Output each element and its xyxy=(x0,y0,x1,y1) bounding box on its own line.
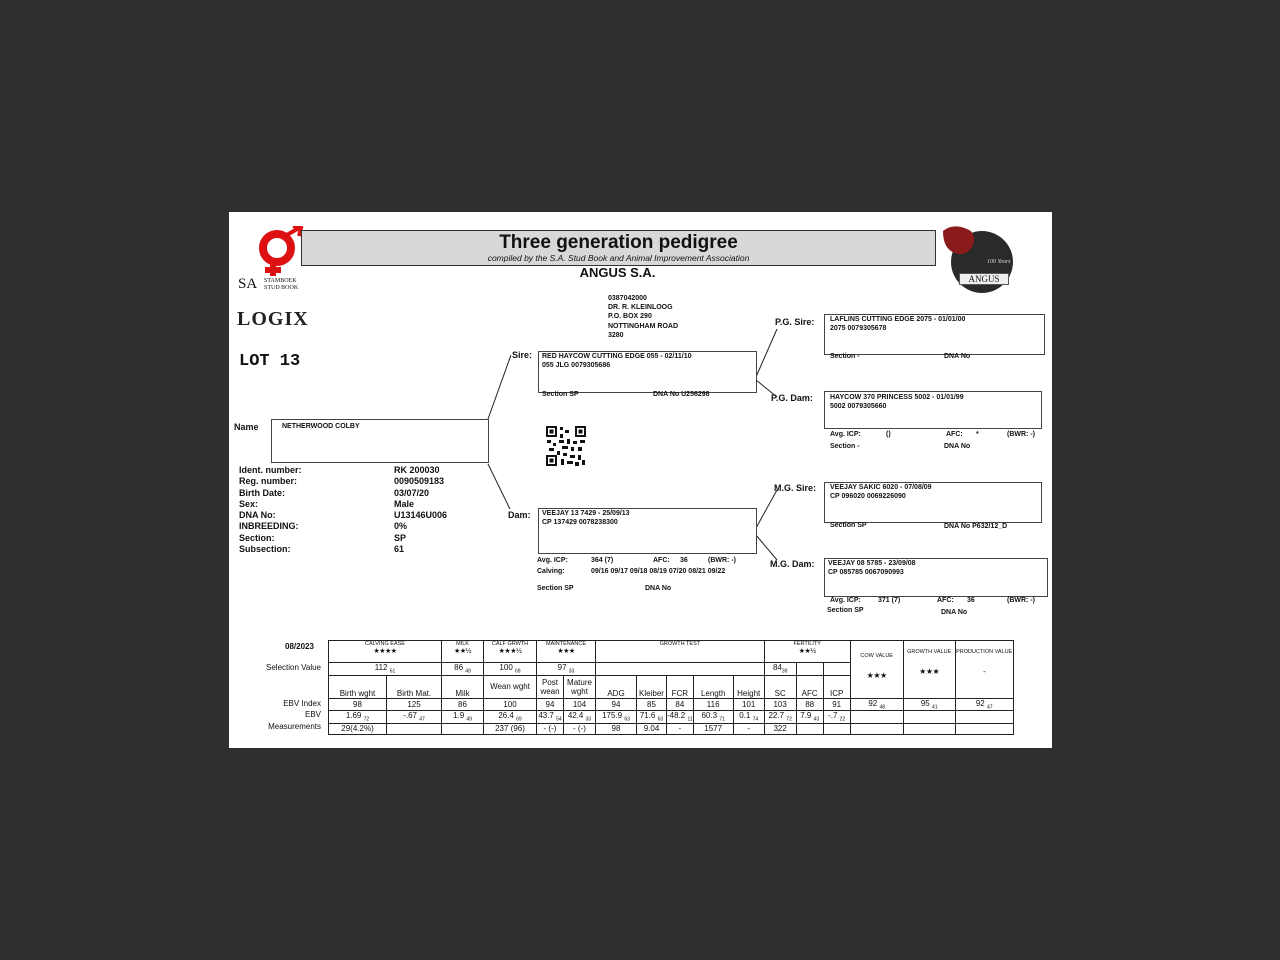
column-header: Length xyxy=(693,675,733,698)
group-calving-ease: CALVING EASE ★★★★ xyxy=(329,641,442,663)
ebv-value-cell: 60.3 $_{71}$ xyxy=(693,711,733,724)
measurement-cell: 322 xyxy=(764,723,796,734)
detail-row: Ident. number: RK 200030 xyxy=(239,465,440,475)
ebv-date: 08/2023 xyxy=(285,642,314,651)
ebv-index-cell: 98 xyxy=(329,698,387,711)
column-header: ADG xyxy=(596,675,637,698)
ebv-value-cell: 1.9 $_{49}$ xyxy=(442,711,484,724)
group-cow-value: COW VALUE ★★★ xyxy=(850,641,903,699)
breed-name: ANGUS S.A. xyxy=(579,265,656,280)
measurements-row xyxy=(329,723,1014,734)
detail-row: Subsection: 61 xyxy=(239,544,405,555)
detail-row: Birth Date: 03/07/20 xyxy=(239,487,430,498)
sa-studbook-logo: SA STAMBOEK STUD BOOK xyxy=(237,226,327,292)
measurement-cell xyxy=(387,723,442,734)
row-label-measurements: Measurements xyxy=(268,722,321,731)
column-header: Kleiber xyxy=(637,675,667,698)
column-header: Height xyxy=(733,675,764,698)
ebv-index-cell: 85 xyxy=(637,698,667,711)
ebv-index-row xyxy=(329,698,1014,711)
ebv-index-cell: 103 xyxy=(764,698,796,711)
ebv-value-cell: 1.69 $_{72}$ xyxy=(329,711,387,724)
value-index-cell: 92 $_{47}$ xyxy=(955,698,1013,711)
detail-row: INBREEDING: 0% xyxy=(239,521,408,532)
column-header: Milk xyxy=(442,675,484,698)
ebv-index-cell: 116 xyxy=(693,698,733,711)
measurement-cell: - xyxy=(667,723,694,734)
ebv-index-cell: 125 xyxy=(387,698,442,711)
measurement-cell: 98 xyxy=(596,723,637,734)
measurement-cell: - (-) xyxy=(564,723,596,734)
column-header: AFC xyxy=(796,675,823,698)
mg-dam-label: M.G. Dam: xyxy=(770,559,815,569)
pg-dam-box: HAYCOW 370 PRINCESS 5002 - 01/01/99 5002 0079305660 xyxy=(824,391,1042,429)
group-calf-growth: CALF GRWTH ★★★½ xyxy=(484,641,537,663)
group-growth-test: GROWTH TEST xyxy=(596,641,765,663)
ebv-index-cell: 88 xyxy=(796,698,823,711)
measurement-cell: 9.04 xyxy=(637,723,667,734)
animal-name-box xyxy=(271,419,489,463)
detail-row: DNA No: U13146U006 xyxy=(239,510,448,521)
selection-value-cell: 100 $_{69}$ xyxy=(484,663,537,676)
ebv-index-cell: 104 xyxy=(564,698,596,711)
dam-box: VEEJAY 13 7429 - 25/09/13 CP 137429 0078238300 xyxy=(538,508,757,554)
group-milk: MILK ★★½ xyxy=(442,641,484,663)
animal-details xyxy=(239,465,469,555)
mg-sire-label: M.G. Sire: xyxy=(774,483,817,493)
pg-sire-box: LAFLINS CUTTING EDGE 2075 - 01/01/00 2075 0079305678 Section - DNA No xyxy=(824,314,1045,355)
ebv-index-cell: 84 xyxy=(667,698,694,711)
sire-box: RED HAYCOW CUTTING EDGE 055 - 02/11/10 055 JLG 0079305686 xyxy=(538,351,757,393)
measurement-cell xyxy=(796,723,823,734)
detail-row: Reg. number: 0090509183 xyxy=(239,476,445,487)
ebv-index-cell: 100 xyxy=(484,698,537,711)
selection-value-cell: 97 $_{33}$ xyxy=(537,663,596,676)
measurement-cell xyxy=(823,723,850,734)
ebv-value-cell: 43.7 $_{54}$ xyxy=(538,711,562,723)
measurement-cell: - xyxy=(733,723,764,734)
measurement-cell: - (-) xyxy=(537,723,564,734)
ebv-index-cell: 86 xyxy=(442,698,484,711)
pedigree-document: SA STAMBOEK STUD BOOK Three generation pedigree compiled by the S.A. Stud Book and Animal Improvement Association ANGUS S.A. ANGUS 100 Years LOGIX LOT 13 0387042000 DR. R. KLEINLOOG P.O. BOX 290 NOTTINGHAM ROAD 3280 Name NETHERWOOD COLBY Ident. number: RK 200030 Reg. number: 0090509183 Birth Date: 03/07/20 Sex: Male DNA No: U13146U006 INBREEDING: 0% Section: SP Subsection: 61 Sire: RED HAYCOW CUTTING EDGE 055 - 02/11/10 055 JLG 0079305686 Section SP DNA No U256298 Dam: VEEJAY 13 7429 - 25/09/13 CP 137429 0078238300 Avg. ICP: 364 (7) AFC: 36 (BWR: -) Calving: 09/16 09/17 09/18 08/19 07/20 08/21 09/22 Section SP DNA No P.G. Sire: LAFLINS CUTTING EDGE 2075 - 01/01/00 2075 0079305678 Section - DNA No P.G. Dam: HAYCOW 370 PRINCESS 5002 - 01/01/99 5002 0079305660 Avg. ICP: () AFC: * (BWR: -) Section - DNA No M.G. Sire: VEEJAY SAKIC 6020 - 07/08/09 CP 096020 0069226090 Section SP DNA No P632/12_D M.G. Dam: VEEJAY 08 5785 - 23/09/08 CP 085785 0067090993 Avg. ICP: 371 (7) AFC: 36 (BWR: -) Section SP DNA No 08/2023 Selection Value EBV Index EBV Measurements CALVING EASE ★★★★ MILK ★★½ CALF GRWTH ★★★½ MAINTENANCE ★★★ GROWTH TEST FERTILITY ★★½ COW VALUE ★★★ GROWTH VALUE ★★★ PRODUCTION VALUE - 112 $_{61}$ 86 $_{49}$ 100 $_{69}$ 97 $_{33}$ $84_{39}$ Birth wght Birth Mat. Milk Wean wght Post wean Mature wght ADG Kleiber FCR Length Height SC AFC ICP 98 125 86 100 94 104 94 85 84 116 101 103 88 91 92 $_{48}$ 95 $_{41}$ 92 $_{47}$ 1.69 $_{72}$ -.67 $_{47}$ 1.9 $_{49}$ 26.4 $_{69}$ 43.7 $_{54}$ 42.4 $_{33}$ 175.9 $_{63}$ 71.6 $_{63}$ -48.2 $_{11}$ 60.3 $_{71}$ 0.1 $_{74}$ 22.7 $_{72}$ 7.9 $_{43}$ -.7 $_{22}$ 29(4.2%) 237 (96) - (-) - (-) 98 9.04 - 1577 - 322 xyxy=(229,212,1052,748)
column-header: FCR xyxy=(667,675,694,698)
group-growth-value: GROWTH VALUE ★★★ xyxy=(903,641,955,699)
column-header: Wean wght xyxy=(484,675,537,698)
ebv-value-cell: 42.4 $_{33}$ xyxy=(564,711,596,724)
detail-row: Section: SP xyxy=(239,532,407,543)
row-label-index: EBV Index xyxy=(283,699,321,708)
document-title: Three generation pedigree xyxy=(499,232,738,253)
ebv-value-cell: 22.7 $_{72}$ xyxy=(764,711,796,724)
column-header: Mature wght xyxy=(564,675,596,698)
column-header: Birth wght xyxy=(329,675,387,698)
ebv-table xyxy=(328,640,1014,735)
ebv-value-cell: 71.6 $_{63}$ xyxy=(637,711,667,724)
selection-value-cell: $84_{39}$ xyxy=(764,663,796,676)
ebv-value-cell: 0.1 $_{74}$ xyxy=(733,711,764,724)
dam-label: Dam: xyxy=(508,510,531,520)
selection-value-cell: 112 $_{61}$ xyxy=(329,663,442,676)
ebv-value-cell: 26.4 $_{69}$ xyxy=(484,711,537,724)
measurement-cell: 237 (96) xyxy=(484,723,537,734)
measurement-cell: 29(4.2%) xyxy=(329,723,387,734)
ebv-value-cell: -48.2 $_{11}$ xyxy=(667,711,693,723)
group-maintenance: MAINTENANCE ★★★ xyxy=(537,641,596,663)
ebv-value-row xyxy=(329,711,1014,724)
measurement-cell: 1577 xyxy=(693,723,733,734)
breeder-address: 0387042000 DR. R. KLEINLOOG P.O. BOX 290 NOTTINGHAM ROAD 3280 xyxy=(608,295,678,339)
mg-sire-box: VEEJAY SAKIC 6020 - 07/08/09 CP 096020 0069226090 Section SP xyxy=(824,482,1042,523)
measurement-cell xyxy=(442,723,484,734)
selection-value-cell: 86 $_{49}$ xyxy=(442,663,484,676)
value-index-cell: 95 $_{41}$ xyxy=(903,698,955,711)
column-header: Birth Mat. xyxy=(387,675,442,698)
group-production-value: PRODUCTION VALUE - xyxy=(955,641,1013,699)
ebv-index-cell: 94 xyxy=(596,698,637,711)
lot-number: LOT 13 xyxy=(239,352,301,371)
column-header: ICP xyxy=(823,675,850,698)
row-label-ebv: EBV xyxy=(304,710,321,719)
ebv-value-cell: 175.9 $_{63}$ xyxy=(596,711,637,724)
ebv-index-cell: 91 xyxy=(823,698,850,711)
ebv-index-cell: 94 xyxy=(537,698,564,711)
pg-sire-label: P.G. Sire: xyxy=(775,317,815,327)
ebv-index-cell: 101 xyxy=(733,698,764,711)
row-label-selection: Selection Value xyxy=(266,663,321,672)
pg-dam-label: P.G. Dam: xyxy=(771,393,813,403)
logix-logo: LOGIX xyxy=(237,308,309,330)
detail-row: Sex: Male xyxy=(239,498,415,509)
angus-logo: ANGUS 100 Years xyxy=(937,223,1017,297)
animal-name-label: Name xyxy=(234,422,259,432)
qr-code-icon xyxy=(545,425,587,467)
animal-name: NETHERWOOD COLBY xyxy=(282,423,360,430)
group-fertility: FERTILITY ★★½ xyxy=(764,641,850,663)
ebv-value-cell: -.67 $_{47}$ xyxy=(387,711,442,724)
ebv-value-cell: -.7 $_{22}$ xyxy=(823,711,850,724)
column-header: Post wean xyxy=(537,675,564,698)
value-index-cell: 92 $_{48}$ xyxy=(850,698,903,711)
sire-label: Sire: xyxy=(512,350,533,360)
mg-dam-box: VEEJAY 08 5785 - 23/09/08 CP 085785 0067090993 xyxy=(824,558,1048,597)
ebv-value-cell: 7.9 $_{43}$ xyxy=(796,711,823,724)
column-header: SC xyxy=(764,675,796,698)
document-subtitle: compiled by the S.A. Stud Book and Animal Improvement Association xyxy=(487,253,750,263)
